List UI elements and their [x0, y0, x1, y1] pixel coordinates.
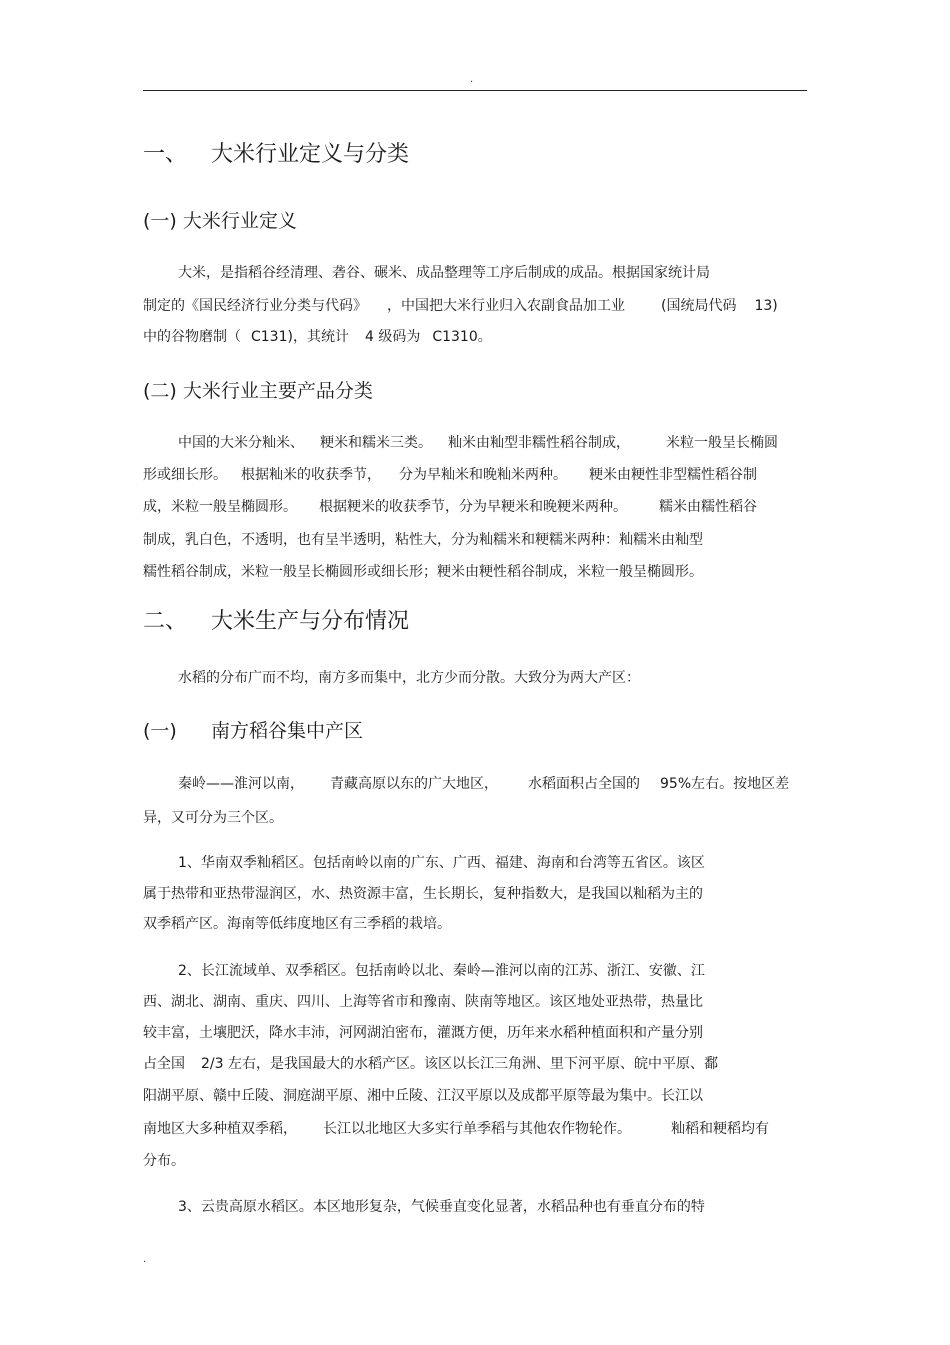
- text-run: 水稻面积占全国的: [528, 776, 640, 792]
- text-run: 异，又可分为三个区。: [143, 810, 283, 826]
- paragraph-line: [178, 961, 705, 981]
- section2-sub1-number: (一): [143, 720, 177, 742]
- text-run: 籼稻和粳稻均有: [671, 1121, 769, 1137]
- text-run: 13): [754, 298, 778, 314]
- text-run: 籼米由籼型非糯性稻谷制成，: [448, 435, 630, 451]
- paragraph-line: [143, 530, 703, 550]
- paragraph-line: 属于热带和亚热带湿润区，水、热资源丰富，生长期长，复种指数大，是我国以籼稻为主的: [143, 886, 703, 902]
- text-run: 形或细长形。: [143, 467, 227, 483]
- text-run: 根据粳米的收获季节，分为早粳米和晚粳米两种。: [319, 499, 627, 515]
- text-run: 大米，是指稻谷经清理、砻谷、碾米、成品整理等工序后制成的成品。根据国家统计局: [178, 265, 710, 281]
- paragraph-line: [143, 1023, 703, 1043]
- paragraph-line: [143, 1086, 703, 1106]
- paragraph-line: [143, 1151, 185, 1171]
- text-run: 西、湖北、湖南、重庆、四川、上海等省市和豫南、陕南等地区。该区地处亚热带，热量比: [143, 994, 703, 1010]
- text-run: 糯米由糯性稻谷: [659, 499, 757, 515]
- header-rule: [143, 90, 807, 91]
- text-run: 南地区大多种植双季稻，: [143, 1121, 297, 1137]
- paragraph-line: [143, 1119, 769, 1139]
- text-run: 粳米由粳性非型糯性稻谷制: [589, 467, 757, 483]
- paragraph-line: 3、云贵高原水稻区。本区地形复杂，气候垂直变化显著，水稻品种也有垂直分布的特: [178, 1199, 705, 1215]
- paragraph-line: [143, 562, 703, 582]
- text-run: 4 级码为: [364, 329, 421, 345]
- text-run: 2/3 左右，是我国最大的水稻产区。该区以长江三角洲、里下河平原、皖中平原、鄱: [201, 1056, 718, 1072]
- text-run: C131)，其统计: [251, 329, 349, 345]
- section2-sub1-title: 南方稻谷集中产区: [211, 720, 364, 742]
- text-run: 制定的《国民经济行业分类与代码》: [143, 298, 367, 314]
- paragraph-line: 1、华南双季籼稻区。包括南岭以南的广东、广西、福建、海南和台湾等五省区。该区: [178, 855, 705, 871]
- header-mark: .: [470, 74, 474, 85]
- paragraph-line: [178, 774, 789, 794]
- section1-sub1-heading: (一) 大米行业定义: [143, 210, 297, 232]
- paragraph-line: [178, 433, 778, 453]
- paragraph-line: [143, 497, 757, 517]
- paragraph-line: [143, 327, 492, 347]
- section2-number: 二、: [143, 609, 188, 634]
- text-run: 制成，乳白色，不透明，也有呈半透明，粘性大，分为籼糯米和粳糯米两种：籼糯米由籼型: [143, 532, 703, 548]
- text-run: 分布。: [143, 1153, 185, 1169]
- text-run: 米粒一般呈长椭圆: [666, 435, 778, 451]
- section2-sub1-heading: [143, 717, 363, 745]
- text-run: 中的谷物磨制（: [143, 329, 241, 345]
- text-run: 分为早籼米和晚籼米两种。: [399, 467, 567, 483]
- text-run: 95%左右。按地区差: [660, 776, 790, 792]
- text-run: 根据籼米的收获季节，: [241, 467, 381, 483]
- text-run: ，中国把大米行业归入农副食品加工业: [387, 298, 625, 314]
- section1-title: 大米行业定义与分类: [211, 142, 410, 167]
- text-run: 阳湖平原、赣中丘陵、洞庭湖平原、湘中丘陵、江汉平原以及成都平原等最为集中。长江以: [143, 1088, 703, 1104]
- section2-intro: 水稻的分布广而不均，南方多而集中，北方少而分散。大致分为两大产区：: [178, 670, 640, 686]
- paragraph-line: [143, 296, 778, 316]
- text-run: 青藏高原以东的广大地区，: [330, 776, 498, 792]
- paragraph-line: [143, 465, 757, 485]
- text-run: (国统局代码: [661, 298, 737, 314]
- paragraph-line: 双季稻产区。海南等低纬度地区有三季稻的栽培。: [143, 916, 451, 932]
- text-run: 占全国: [143, 1056, 185, 1072]
- section1-heading: [143, 140, 409, 170]
- text-run: C1310。: [432, 329, 492, 345]
- text-run: 中国的大米分籼米、: [178, 435, 304, 451]
- section1-number: 一、: [143, 142, 188, 167]
- section2-title: 大米生产与分布情况: [211, 609, 410, 634]
- paragraph-line: [143, 808, 283, 828]
- section1-sub2-heading: (二) 大米行业主要产品分类: [143, 380, 373, 402]
- paragraph-line: [178, 263, 710, 283]
- paragraph-line: [143, 1054, 718, 1074]
- footer-mark: .: [143, 1254, 147, 1265]
- text-run: 成，米粒一般呈椭圆形。: [143, 499, 297, 515]
- section2-heading: [143, 607, 409, 637]
- text-run: 较丰富，土壤肥沃，降水丰沛，河网湖泊密布，灌溉方便，历年来水稻种植面积和产量分别: [143, 1025, 703, 1041]
- text-run: 秦岭——淮河以南，: [178, 776, 304, 792]
- text-run: 粳米和糯米三类。: [320, 435, 432, 451]
- text-run: 2、长江流域单、双季稻区。包括南岭以北、秦岭—淮河以南的江苏、浙江、安徽、江: [178, 963, 705, 979]
- text-run: 糯性稻谷制成，米粒一般呈长椭圆形或细长形；粳米由粳性稻谷制成，米粒一般呈椭圆形。: [143, 564, 703, 580]
- paragraph-line: [143, 992, 703, 1012]
- text-run: 长江以北地区大多实行单季稻与其他农作物轮作。: [323, 1121, 631, 1137]
